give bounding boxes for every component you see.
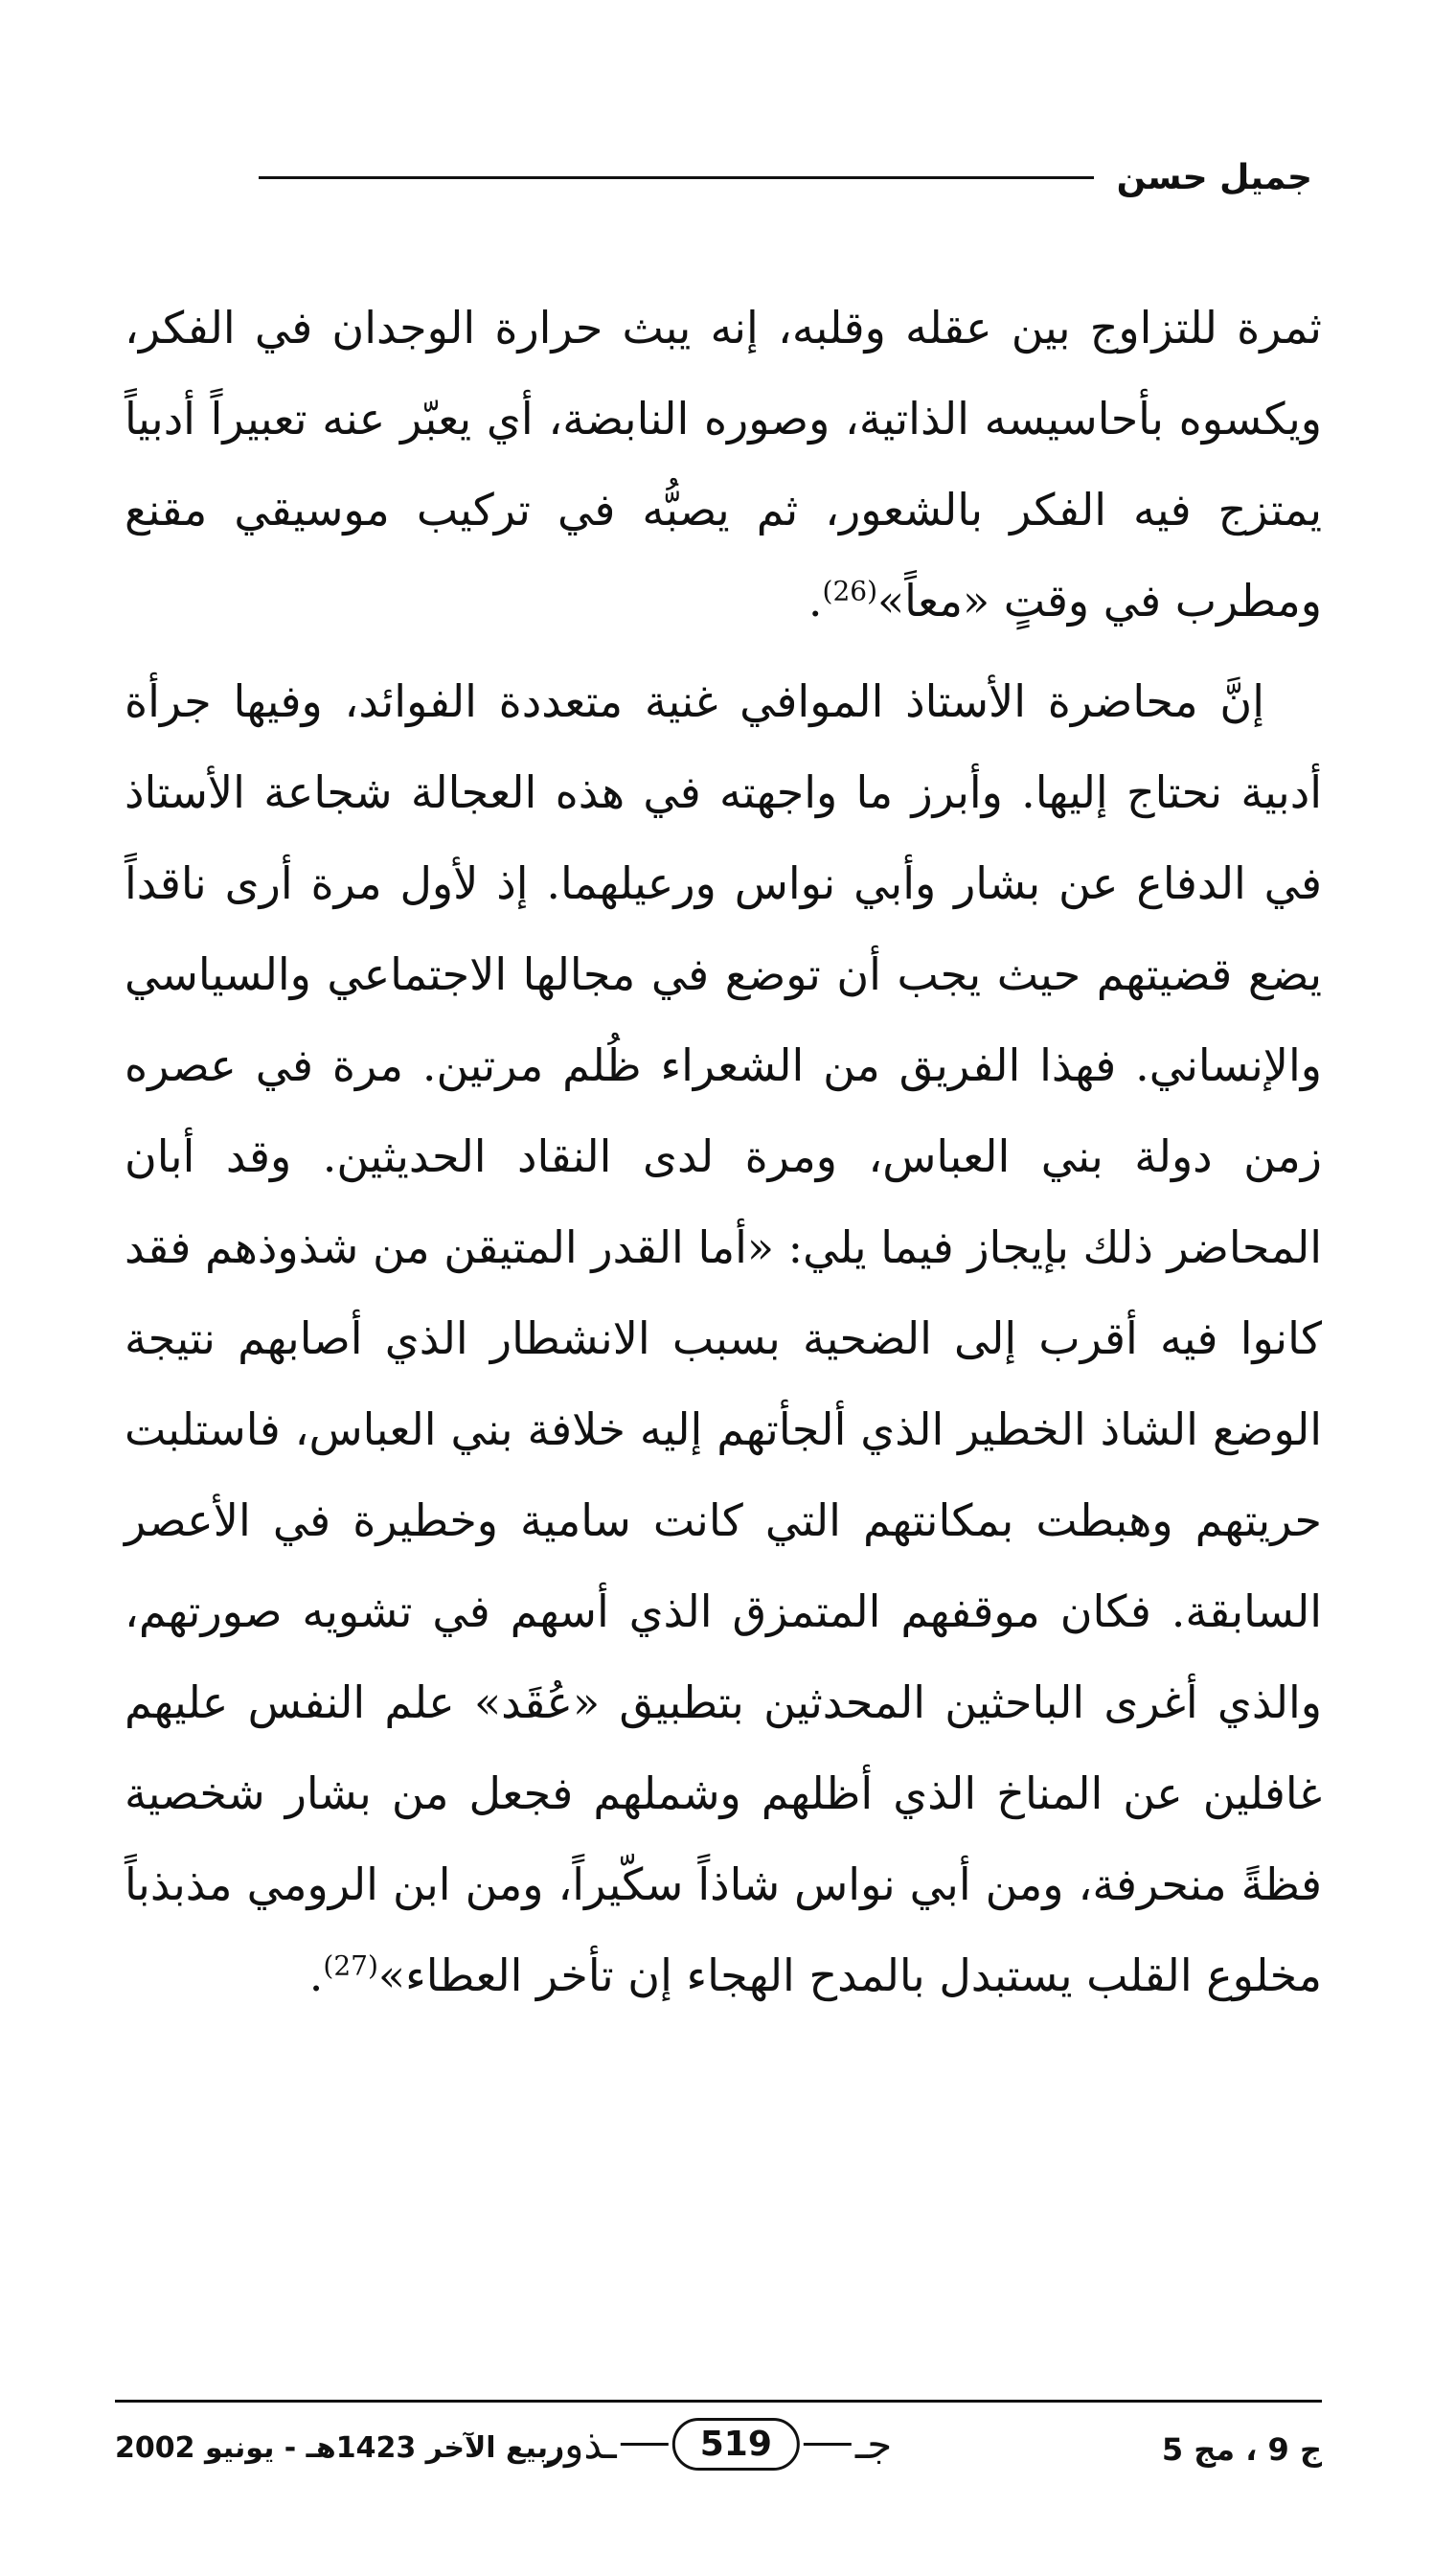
journal-name-start: جـ: [854, 2421, 893, 2468]
footnote-ref: (27): [323, 1949, 378, 1982]
footnote-ref: (26): [822, 575, 878, 607]
journal-name-end: ـذور: [544, 2421, 617, 2468]
paragraph: [125, 656, 1322, 2021]
paragraph-end: .: [308, 1949, 324, 2001]
journal-dash: [621, 2443, 669, 2446]
page-number: 519: [672, 2418, 800, 2471]
paragraph-text: إنَّ محاضرة الأستاذ الموافي غنية متعددة الفوائد، وفيها جرأة أدبية نحتاج إليها. وأبرز ما واجهته في هذه العجالة شجاعة الأستاذ في الدفاع عن بشار وأبي نواس ورعيلهما. إذ لأول مرة أرى ناقداً يضع قضيتهم حيث يجب أن توضع في مجالها الاجتماعي والسياسي والإنساني. فهذا الفريق من الشعراء ظُلم مرتين. مرة في عصره زمن دولة بني العباس، ومرة لدى النقاد الحديثين. وقد أبان المحاضر ذلك بإيجاز فيما يلي: «أما القدر المتيقن من شذوذهم فقد كانوا فيه أقرب إلى الضحية بسبب الانشطار الذي أصابهم نتيجة الوضع الشاذ الخطير الذي ألجأتهم إليه خلافة بني العباس، فاستلبت حريتهم وهبطت بمكانتهم التي كانت سامية وخطيرة في الأعصر السابقة. فكان موقفهم المتمزق الذي أسهم في تشويه صورتهم، والذي أغرى الباحثين المحدثين بتطبيق «عُقَد» علم النفس عليهم غافلين عن المناخ الذي أظلهم وشملهم فجعل من بشار شخصية فظةً منحرفة، ومن أبي نواس شاذاً سكّيراً، ومن ابن الرومي مذبذباً مخلوع القلب يستبدل بالمدح الهجاء إن تأخر العطاء»: [125, 675, 1322, 2001]
paragraph-end: .: [808, 575, 823, 627]
body-text: [125, 283, 1322, 2021]
header-rule: [259, 176, 1094, 179]
footer-rule: [115, 2400, 1322, 2403]
volume-info: ج 9 ، مج 5: [1161, 2431, 1322, 2468]
journal-dash: [804, 2443, 852, 2446]
journal-mark: [545, 2418, 892, 2471]
author-name: جميل حسن: [1116, 157, 1312, 197]
paragraph: [125, 283, 1322, 647]
page-footer: [115, 2414, 1322, 2491]
page-header: [115, 144, 1312, 211]
issue-date: ربيع الآخر 1423هـ - يونيو 2002: [115, 2431, 565, 2465]
paragraph-text: ثمرة للتزاوج بين عقله وقلبه، إنه يبث حرارة الوجدان في الفكر، ويكسوه بأحاسيسه الذاتية، وصوره النابضة، أي يعبّر عنه تعبيراً أدبياً يمتزج فيه الفكر بالشعور، ثم يصبُّه في تركيب موسيقي مقنع ومطرب في وقتٍ «معاً»: [125, 302, 1322, 627]
